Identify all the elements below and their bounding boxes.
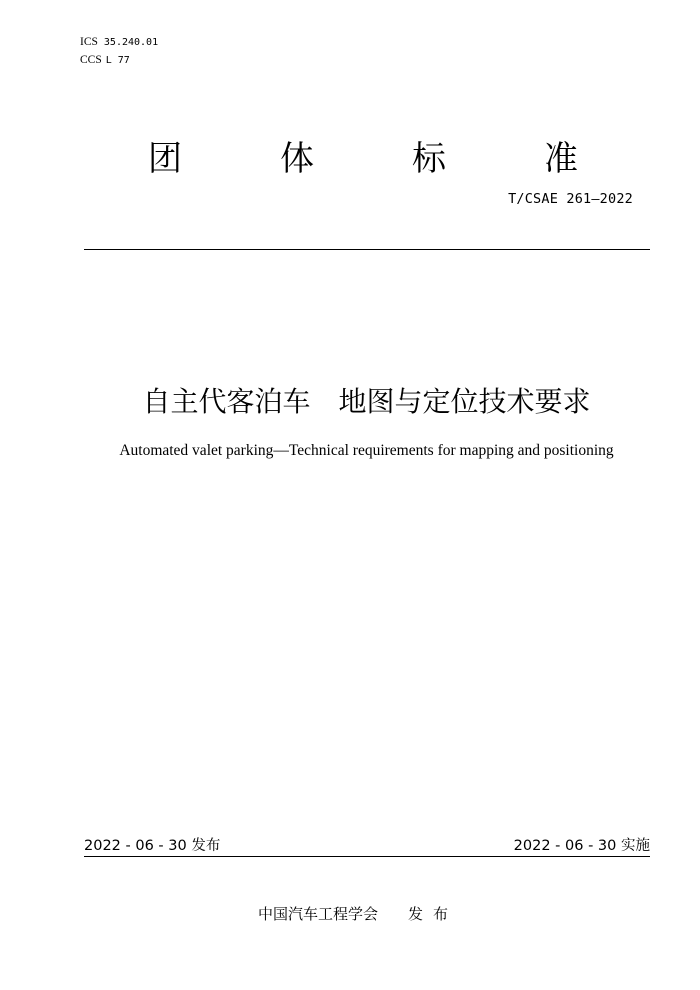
publish-action: 发布	[408, 905, 459, 923]
effective-date: 2022 - 06 - 30 实施	[513, 838, 650, 854]
publisher-line	[0, 903, 700, 924]
standard-type-heading	[148, 133, 578, 177]
standard-type-char: 团	[148, 138, 182, 179]
standard-type-char: 体	[280, 138, 314, 179]
ics-label: ICS	[80, 36, 98, 48]
publisher-organization: 中国汽车工程学会	[257, 905, 378, 923]
standard-number: T/CSAE 261—2022	[508, 191, 633, 207]
ccs-value: L 77	[105, 55, 130, 66]
ics-code	[80, 33, 158, 51]
ics-value: 35.240.01	[103, 37, 159, 48]
title-chinese: 自主代客泊车 地图与定位技术要求	[142, 385, 591, 418]
dates-row	[84, 834, 650, 856]
title-english: Automated valet parking—Technical requirements for mapping and positioning	[119, 442, 614, 459]
standard-type-char: 标	[412, 138, 446, 179]
standard-type-char: 准	[544, 138, 578, 179]
footer-divider	[84, 856, 650, 857]
issue-date: 2022 - 06 - 30 发布	[84, 838, 221, 854]
header-divider	[84, 249, 650, 250]
ccs-label: CCS	[80, 54, 102, 66]
classification-codes	[80, 33, 158, 69]
ccs-code	[80, 51, 158, 69]
